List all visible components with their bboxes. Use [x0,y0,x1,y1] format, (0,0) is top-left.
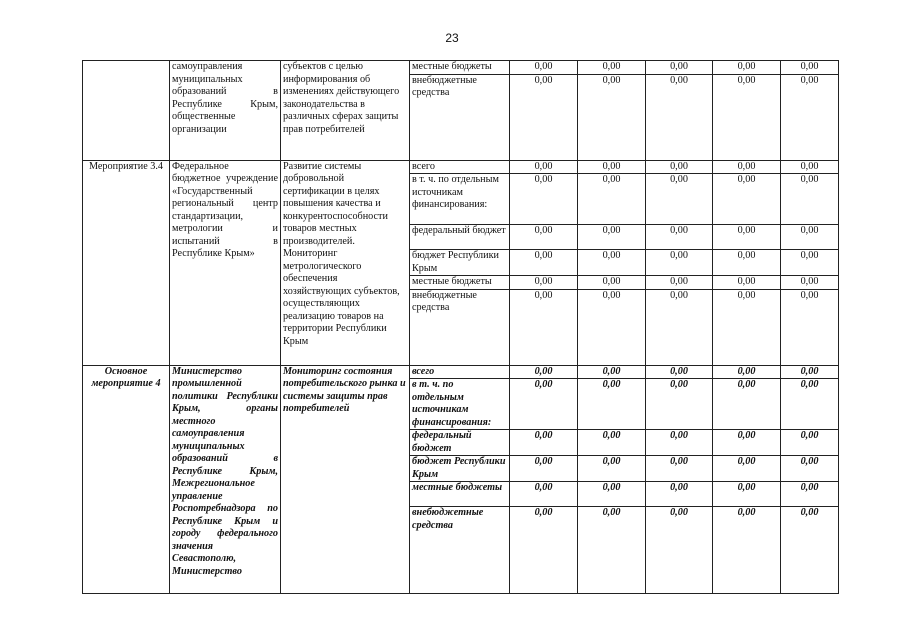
funding-source: всего [410,365,510,379]
table-body [83,61,839,594]
amount-cell: 0,00 [713,61,781,75]
executor-cell: Министерство промышленной политики Республики Крым, органы местного самоуправления муниципальных образований в Республике Крым, Межрегиональное управление Роспотребнадзора по Республике Крым и городу федерального значения Севастополю, Министерство [170,365,281,594]
amount-cell: 0,00 [781,250,839,276]
amount-cell: 0,00 [646,61,713,75]
budget-table [82,60,839,594]
amount-cell: 0,00 [510,456,578,482]
amount-cell: 0,00 [713,174,781,225]
amount-cell: 0,00 [510,289,578,365]
table-row [83,365,839,379]
amount-cell: 0,00 [646,250,713,276]
amount-cell: 0,00 [713,276,781,290]
amount-cell: 0,00 [713,225,781,250]
executor-cell: Федеральное бюджетное учреждение «Государственный региональный центр стандартизации, метрологии и испытаний в Республике Крым» [170,160,281,365]
measure-name: Основное мероприятие 4 [83,365,170,594]
funding-source: местные бюджеты [410,276,510,290]
description-cell: Мониторинг состояния потребительского рынка и системы защиты прав потребителей [281,365,410,594]
table-row [83,61,839,75]
amount-cell: 0,00 [646,74,713,160]
funding-source: федеральный бюджет [410,430,510,456]
amount-cell: 0,00 [781,61,839,75]
amount-cell: 0,00 [646,160,713,174]
description-cell: Развитие системы добровольной сертификации в целях повышения качества и конкурентоспособности товаров местных производителей. Мониторинг метрологического обеспечения хозяйствующих субъектов, осуществляющих реализацию товаров на территории Республики Крым [281,160,410,365]
amount-cell: 0,00 [713,507,781,594]
funding-source: всего [410,160,510,174]
funding-source: внебюджетные средства [410,289,510,365]
amount-cell: 0,00 [578,507,646,594]
amount-cell: 0,00 [578,74,646,160]
page-number: 23 [445,31,459,45]
amount-cell: 0,00 [713,482,781,507]
funding-source: бюджет Республики Крым [410,250,510,276]
amount-cell: 0,00 [713,456,781,482]
amount-cell: 0,00 [646,365,713,379]
amount-cell: 0,00 [578,430,646,456]
measure-name: Мероприятие 3.4 [83,160,170,365]
amount-cell: 0,00 [646,276,713,290]
amount-cell: 0,00 [646,430,713,456]
amount-cell: 0,00 [781,430,839,456]
amount-cell: 0,00 [781,289,839,365]
funding-source: внебюджетные средства [410,74,510,160]
amount-cell: 0,00 [781,379,839,430]
funding-source: бюджет Республики Крым [410,456,510,482]
amount-cell: 0,00 [781,276,839,290]
funding-source: местные бюджеты [410,61,510,75]
amount-cell: 0,00 [713,379,781,430]
amount-cell: 0,00 [646,507,713,594]
amount-cell: 0,00 [713,74,781,160]
amount-cell: 0,00 [781,74,839,160]
amount-cell: 0,00 [578,365,646,379]
amount-cell: 0,00 [578,225,646,250]
amount-cell: 0,00 [578,61,646,75]
amount-cell: 0,00 [713,430,781,456]
description-cell: субъектов с целью информирования об изменениях действующего законодательства в различных сферах защиты прав потребителей [281,61,410,161]
table-row [83,160,839,174]
amount-cell: 0,00 [578,289,646,365]
amount-cell: 0,00 [510,250,578,276]
amount-cell: 0,00 [578,174,646,225]
amount-cell: 0,00 [510,225,578,250]
amount-cell: 0,00 [578,456,646,482]
amount-cell: 0,00 [510,276,578,290]
amount-cell: 0,00 [578,276,646,290]
amount-cell: 0,00 [510,482,578,507]
amount-cell: 0,00 [781,174,839,225]
amount-cell: 0,00 [510,507,578,594]
amount-cell: 0,00 [510,61,578,75]
amount-cell: 0,00 [781,225,839,250]
amount-cell: 0,00 [646,379,713,430]
amount-cell: 0,00 [781,160,839,174]
amount-cell: 0,00 [510,379,578,430]
amount-cell: 0,00 [646,482,713,507]
amount-cell: 0,00 [578,379,646,430]
amount-cell: 0,00 [713,289,781,365]
amount-cell: 0,00 [646,225,713,250]
funding-source: в т. ч. по отдельным источникам финансирования: [410,379,510,430]
amount-cell: 0,00 [646,174,713,225]
amount-cell: 0,00 [578,482,646,507]
amount-cell: 0,00 [781,507,839,594]
amount-cell: 0,00 [578,160,646,174]
amount-cell: 0,00 [510,160,578,174]
funding-source: внебюджетные средства [410,507,510,594]
amount-cell: 0,00 [646,456,713,482]
amount-cell: 0,00 [713,160,781,174]
amount-cell: 0,00 [713,250,781,276]
amount-cell: 0,00 [578,250,646,276]
amount-cell: 0,00 [781,365,839,379]
measure-name [83,61,170,161]
amount-cell: 0,00 [510,430,578,456]
amount-cell: 0,00 [510,174,578,225]
executor-cell: самоуправления муниципальных образований в Республике Крым, общественные организации [170,61,281,161]
funding-source: в т. ч. по отдельным источникам финансирования: [410,174,510,225]
amount-cell: 0,00 [510,74,578,160]
funding-source: местные бюджеты [410,482,510,507]
amount-cell: 0,00 [713,365,781,379]
amount-cell: 0,00 [510,365,578,379]
funding-source: федеральный бюджет [410,225,510,250]
amount-cell: 0,00 [646,289,713,365]
amount-cell: 0,00 [781,456,839,482]
amount-cell: 0,00 [781,482,839,507]
